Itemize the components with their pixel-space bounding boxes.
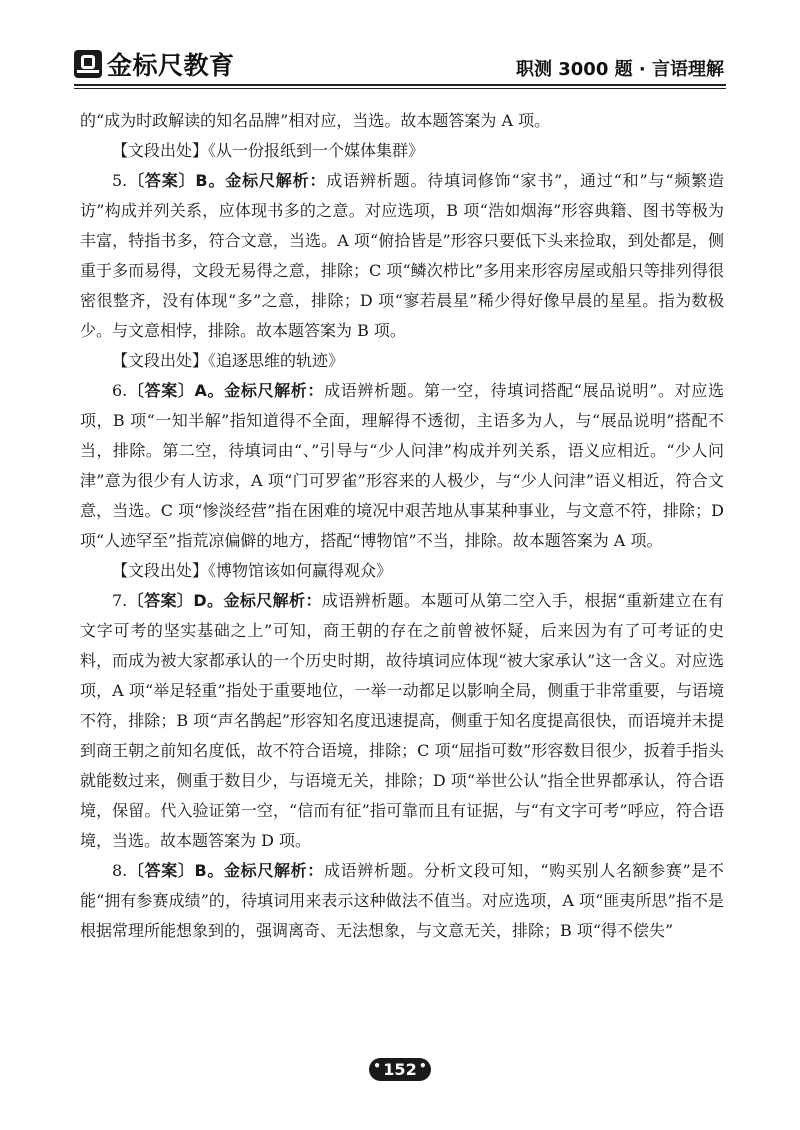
source-line: 【文段出处】《从一份报纸到一个媒体集群》 (112, 141, 425, 160)
answer-8: 8.〔答案〕B。金标尺解析：成语辨析题。分析文段可知，“购买别人名额参赛”是不能“拥有参赛成绩”的，待填词用来表示这种做法不值当。对应选项，A 项“匪夷所思”指不是根据常理所能想象到的，强调离奇、无法想象，与文意无关，排除；B 项“得不偿失” (80, 861, 724, 940)
answer-6: 6.〔答案〕A。金标尺解析：成语辨析题。第一空，待填词搭配“展品说明”。对应选项，B 项“一知半解”指知道得不全面，理解得不透彻，主语多为人，与“展品说明”搭配不当，排除。第二空，待填词由“、”引导与“少人问津”构成并列关系，语义应相近。“少人问津”意为很少有人访求，A 项“门可罗雀”形容来的人极少，与“少人问津”语义相近，符合文意，当选。C 项“惨淡经营”指在困难的境况中艰苦地从事某种事业，与文意不符，排除；D 项“人迹罕至”指荒凉偏僻的地方，搭配“博物馆”不当，排除。故本题答案为 A 项。 (80, 381, 724, 550)
page-number-badge: • 152 • (369, 1058, 430, 1081)
source-line: 【文段出处】《追逐思维的轨迹》 (112, 351, 345, 370)
page-body (80, 106, 724, 946)
source-line: 【文段出处】《博物馆该如何赢得观众》 (112, 561, 393, 580)
header-rule (74, 84, 726, 86)
page-header (74, 38, 726, 84)
answer-5: 5.〔答案〕B。金标尺解析：成语辨析题。待填词修饰“家书”，通过“和”与“频繁造访”构成并列关系，应体现书多的之意。对应选项，B 项“浩如烟海”形容典籍、图书等极为丰富，特指书多，符合文意，当选。A 项“俯拾皆是”形容只要低下头来捡取，到处都是，侧重于多而易得，文段无易得之意，排除；C 项“鳞次栉比”多用来形容房屋或船只等排列得很密很整齐，没有体现“多”之意，排除；D 项“寥若晨星”稀少得好像早晨的星星。指为数极少。与文意相悖，排除。故本题答案为 B 项。 (80, 171, 724, 340)
answer-7: 7.〔答案〕D。金标尺解析：成语辨析题。本题可从第二空入手，根据“重新建立在有文字可考的坚实基础之上”可知，商王朝的存在之前曾被怀疑，后来因为有了可考证的史料，而成为被大家都承认的一个历史时期，故待填词应体现“被大家承认”这一含义。对应选项，A 项“举足轻重”指处于重要地位，一举一动都足以影响全局，侧重于非常重要，与语境不符，排除；B 项“声名鹊起”形容知名度迅速提高，侧重于知名度提高很快，而语境并未提到商王朝之前知名度低，故不符合语境，排除；C 项“屈指可数”形容数目很少，扳着手指头就能数过来，侧重于数目少，与语境无关，排除；D 项“举世公认”指全世界都承认，符合语境，保留。代入验证第一空，“信而有征”指可靠而且有证据，与“有文字可考”呼应，符合语境，当选。故本题答案为 D 项。 (80, 591, 724, 850)
page-number (0, 1058, 800, 1081)
paragraph-continuation: 的“成为时政解读的知名品牌”相对应，当选。故本题答案为 A 项。 (80, 111, 551, 130)
brand-logo (74, 50, 235, 78)
logo-icon (74, 50, 102, 78)
logo-text: 金标尺教育 (107, 51, 235, 80)
book-title: 职测 3000 题 · 言语理解 (515, 59, 724, 80)
header-rule-thin (74, 88, 726, 89)
